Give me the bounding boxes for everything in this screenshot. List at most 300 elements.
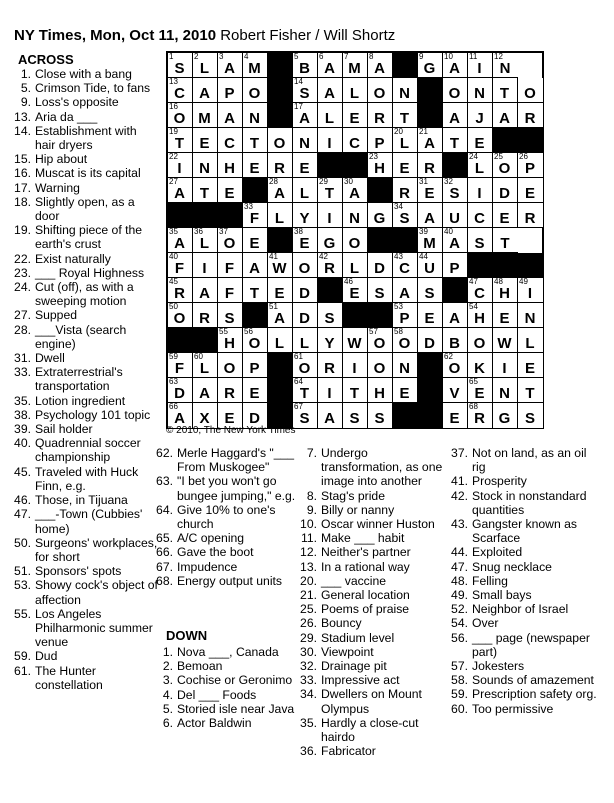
clue[interactable] <box>296 659 446 673</box>
grid-cell[interactable] <box>343 278 368 303</box>
clue[interactable] <box>10 223 158 251</box>
cell-number: 40 <box>444 227 453 236</box>
grid-cell[interactable] <box>218 128 243 153</box>
grid-cell[interactable] <box>443 378 468 403</box>
grid-cell[interactable] <box>468 378 493 403</box>
grid-cell[interactable] <box>243 203 268 228</box>
copyright-notice: © 2010, The New York Times <box>166 425 296 436</box>
grid-cell[interactable] <box>218 328 243 353</box>
grid-cell[interactable] <box>468 103 493 128</box>
grid-cell[interactable] <box>493 403 518 428</box>
grid-cell[interactable] <box>418 228 443 253</box>
clue[interactable] <box>447 545 597 559</box>
grid-cell[interactable] <box>218 228 243 253</box>
grid-cell[interactable] <box>343 353 368 378</box>
grid-cell[interactable] <box>468 203 493 228</box>
grid-cell[interactable] <box>343 253 368 278</box>
grid-cell[interactable] <box>443 178 468 203</box>
clue[interactable] <box>152 446 312 474</box>
clue[interactable] <box>152 702 312 716</box>
grid-cell[interactable] <box>393 303 418 328</box>
grid-cell[interactable] <box>343 128 368 153</box>
grid-cell[interactable] <box>218 103 243 128</box>
grid-cell[interactable] <box>518 303 543 328</box>
grid-cell[interactable] <box>418 178 443 203</box>
clue-number: 3. <box>162 673 173 688</box>
grid-cell[interactable] <box>243 253 268 278</box>
grid-cell[interactable] <box>343 53 368 78</box>
grid-cell[interactable] <box>493 203 518 228</box>
grid-cell[interactable] <box>468 328 493 353</box>
clue[interactable] <box>447 489 597 517</box>
grid-cell[interactable] <box>368 78 393 103</box>
grid-cell[interactable] <box>393 378 418 403</box>
grid-cell[interactable] <box>168 353 193 378</box>
clue[interactable] <box>152 659 312 673</box>
cell-letter: O <box>398 335 412 352</box>
clue[interactable] <box>10 365 158 393</box>
grid-cell[interactable] <box>393 178 418 203</box>
clue[interactable] <box>10 252 158 266</box>
clue[interactable] <box>152 531 312 545</box>
grid-cell[interactable] <box>268 303 293 328</box>
clue[interactable] <box>10 81 158 95</box>
grid-cell[interactable] <box>193 128 218 153</box>
clue[interactable] <box>296 517 446 531</box>
grid-cell[interactable] <box>468 403 493 428</box>
grid-cell[interactable] <box>243 278 268 303</box>
cell-letter: R <box>274 160 286 177</box>
grid-cell[interactable] <box>493 153 518 178</box>
cell-letter: H <box>499 285 511 302</box>
grid-cell[interactable] <box>293 203 318 228</box>
grid-cell[interactable] <box>493 378 518 403</box>
grid-cell[interactable] <box>293 353 318 378</box>
grid-cell[interactable] <box>318 328 343 353</box>
grid-cell[interactable] <box>393 103 418 128</box>
grid-cell[interactable] <box>418 128 443 153</box>
clue[interactable] <box>10 323 158 351</box>
grid-cell[interactable] <box>293 253 318 278</box>
clue[interactable] <box>10 408 158 422</box>
clue[interactable] <box>447 602 597 616</box>
grid-cell[interactable] <box>368 403 393 428</box>
cell-letter: U <box>424 260 436 277</box>
cell-number: 17 <box>294 102 303 111</box>
clue[interactable] <box>296 503 446 517</box>
clue[interactable] <box>296 744 446 758</box>
clue[interactable] <box>447 588 597 602</box>
clue[interactable] <box>296 673 446 687</box>
grid-cell[interactable] <box>418 278 443 303</box>
clue[interactable] <box>447 616 597 630</box>
clue[interactable] <box>10 664 158 692</box>
clue[interactable] <box>296 616 446 630</box>
puzzle-byline: Robert Fisher / Will Shortz <box>220 27 396 44</box>
grid-cell[interactable] <box>343 403 368 428</box>
clue[interactable] <box>152 503 312 531</box>
clue[interactable] <box>10 493 158 507</box>
grid-cell[interactable] <box>293 303 318 328</box>
grid-cell[interactable] <box>468 128 493 153</box>
grid-cell[interactable] <box>343 203 368 228</box>
grid-cell[interactable] <box>368 128 393 153</box>
grid-cell[interactable] <box>218 178 243 203</box>
grid-cell[interactable] <box>493 53 518 78</box>
grid-cell[interactable] <box>468 353 493 378</box>
grid-cell[interactable] <box>218 378 243 403</box>
cell-letter: D <box>374 260 386 277</box>
grid-cell[interactable] <box>318 403 343 428</box>
grid-cell[interactable] <box>168 228 193 253</box>
clue[interactable] <box>10 649 158 663</box>
clue[interactable] <box>10 436 158 464</box>
clue[interactable] <box>296 489 446 503</box>
clue[interactable] <box>10 578 158 606</box>
grid-cell[interactable] <box>268 178 293 203</box>
grid-cell[interactable] <box>243 378 268 403</box>
grid-cell[interactable] <box>168 128 193 153</box>
grid-cell[interactable] <box>443 328 468 353</box>
grid-cell[interactable] <box>393 128 418 153</box>
clue[interactable] <box>152 673 312 687</box>
grid-cell[interactable] <box>493 78 518 103</box>
grid-cell[interactable] <box>368 253 393 278</box>
grid-cell[interactable] <box>243 103 268 128</box>
grid-cell[interactable] <box>193 53 218 78</box>
grid-cell[interactable] <box>368 328 393 353</box>
grid-cell[interactable] <box>243 128 268 153</box>
cell-letter: A <box>274 310 286 327</box>
grid-cell[interactable] <box>368 278 393 303</box>
grid-cell[interactable] <box>518 353 543 378</box>
grid-cell[interactable] <box>393 203 418 228</box>
grid-cell[interactable] <box>418 53 443 78</box>
grid-cell[interactable] <box>318 78 343 103</box>
grid-cell[interactable] <box>368 153 393 178</box>
grid-cell[interactable] <box>193 78 218 103</box>
grid-cell[interactable] <box>293 178 318 203</box>
grid-cell[interactable] <box>518 178 543 203</box>
grid-cell[interactable] <box>318 303 343 328</box>
cell-letter: S <box>349 410 361 427</box>
grid-cell[interactable] <box>193 253 218 278</box>
grid-cell[interactable] <box>443 53 468 78</box>
clue[interactable] <box>447 702 597 716</box>
grid-cell[interactable] <box>218 303 243 328</box>
clue[interactable] <box>447 474 597 488</box>
grid-cell[interactable] <box>293 328 318 353</box>
clue-text: Slightly open, as a door <box>35 194 135 224</box>
clue[interactable] <box>10 394 158 408</box>
grid-cell[interactable] <box>518 153 543 178</box>
grid-cell[interactable] <box>243 53 268 78</box>
grid-cell[interactable] <box>518 403 543 428</box>
grid-cell[interactable] <box>168 153 193 178</box>
cell-letter: A <box>349 185 361 202</box>
grid-cell[interactable] <box>318 353 343 378</box>
grid-cell[interactable] <box>193 153 218 178</box>
clue[interactable] <box>152 716 312 730</box>
grid-cell[interactable] <box>318 378 343 403</box>
grid-cell[interactable] <box>418 303 443 328</box>
clue-text: Nova ___, Canada <box>177 645 279 659</box>
clue[interactable] <box>152 688 312 702</box>
grid-cell[interactable] <box>443 303 468 328</box>
grid-cell[interactable] <box>168 303 193 328</box>
clue[interactable] <box>296 631 446 645</box>
clue[interactable] <box>10 465 158 493</box>
grid-cell[interactable] <box>318 178 343 203</box>
clue[interactable] <box>10 181 158 195</box>
grid-cell[interactable] <box>468 303 493 328</box>
clue[interactable] <box>447 446 597 474</box>
clue[interactable] <box>296 545 446 559</box>
grid-cell[interactable] <box>393 278 418 303</box>
cell-number: 39 <box>419 227 428 236</box>
clue[interactable] <box>152 545 312 559</box>
grid-cell[interactable] <box>168 78 193 103</box>
clue[interactable] <box>152 645 312 659</box>
grid-cell[interactable] <box>468 228 493 253</box>
grid-cell[interactable] <box>443 253 468 278</box>
grid-cell[interactable] <box>193 228 218 253</box>
grid-cell[interactable] <box>343 178 368 203</box>
clue[interactable] <box>10 308 158 322</box>
grid-cell[interactable] <box>168 253 193 278</box>
clue[interactable] <box>296 531 446 545</box>
grid-cell[interactable] <box>343 103 368 128</box>
grid-cell[interactable] <box>218 78 243 103</box>
grid-cell[interactable] <box>168 378 193 403</box>
clue[interactable] <box>296 560 446 574</box>
grid-cell[interactable] <box>318 253 343 278</box>
grid-cell[interactable] <box>493 178 518 203</box>
grid-cell[interactable] <box>493 328 518 353</box>
grid-cell[interactable] <box>193 378 218 403</box>
grid-cell[interactable] <box>193 103 218 128</box>
grid-cell[interactable] <box>443 203 468 228</box>
grid-cell[interactable] <box>293 53 318 78</box>
cell-number: 60 <box>194 352 203 361</box>
grid-cell[interactable] <box>368 103 393 128</box>
grid-cell[interactable] <box>343 378 368 403</box>
grid-cell[interactable] <box>268 328 293 353</box>
clue[interactable] <box>447 673 597 687</box>
clue-number: 35. <box>300 715 317 730</box>
grid-cell[interactable] <box>518 378 543 403</box>
grid-cell[interactable] <box>468 278 493 303</box>
clue[interactable] <box>296 687 446 715</box>
grid-cell[interactable] <box>518 78 543 103</box>
grid-cell[interactable] <box>193 303 218 328</box>
clue[interactable] <box>296 716 446 744</box>
clue[interactable] <box>10 195 158 223</box>
grid-cell[interactable] <box>318 203 343 228</box>
grid-cell[interactable] <box>443 103 468 128</box>
grid-cell[interactable] <box>218 353 243 378</box>
grid-cell[interactable] <box>318 128 343 153</box>
clue-number: 7. <box>306 446 317 460</box>
grid-cell[interactable] <box>518 328 543 353</box>
grid-cell[interactable] <box>243 228 268 253</box>
clue[interactable] <box>296 602 446 616</box>
clue[interactable] <box>296 574 446 588</box>
grid-cell[interactable] <box>268 203 293 228</box>
grid-cell[interactable] <box>293 403 318 428</box>
grid-cell[interactable] <box>393 328 418 353</box>
grid-cell[interactable] <box>418 203 443 228</box>
clue[interactable] <box>10 152 158 166</box>
clue-number: 44. <box>451 545 468 560</box>
clue[interactable] <box>296 446 446 489</box>
grid-cell[interactable] <box>418 328 443 353</box>
grid-cell[interactable] <box>493 303 518 328</box>
grid-cell[interactable] <box>318 53 343 78</box>
grid-cell[interactable] <box>218 153 243 178</box>
clue-number: 8. <box>306 488 317 503</box>
grid-cell[interactable] <box>343 228 368 253</box>
grid-cell[interactable] <box>293 128 318 153</box>
grid-cell[interactable] <box>268 278 293 303</box>
clue[interactable] <box>447 631 597 659</box>
clue-text: Surgeons' workplaces, for short <box>35 535 158 564</box>
grid-cell[interactable] <box>393 353 418 378</box>
cell-letter: S <box>324 310 336 327</box>
grid-cell[interactable] <box>243 353 268 378</box>
grid-cell[interactable] <box>518 103 543 128</box>
cell-letter: T <box>449 135 461 152</box>
grid-cell[interactable] <box>318 228 343 253</box>
grid-cell[interactable] <box>293 78 318 103</box>
clue[interactable] <box>10 564 158 578</box>
cell-letter: T <box>399 110 411 127</box>
clue[interactable] <box>10 124 158 152</box>
grid-cell[interactable] <box>243 153 268 178</box>
grid-cell[interactable] <box>293 228 318 253</box>
clue[interactable] <box>447 517 597 545</box>
cell-letter: X <box>199 410 211 427</box>
cell-letter: A <box>499 110 511 127</box>
clue-number: 64. <box>156 502 173 517</box>
grid-cell[interactable] <box>468 78 493 103</box>
grid-cell[interactable] <box>368 378 393 403</box>
cell-letter: O <box>273 135 287 152</box>
grid-cell[interactable] <box>318 103 343 128</box>
grid-cell[interactable] <box>168 178 193 203</box>
black-square <box>393 228 418 253</box>
grid-cell[interactable] <box>493 353 518 378</box>
clue[interactable] <box>447 687 597 701</box>
grid-cell[interactable] <box>468 178 493 203</box>
grid-cell[interactable] <box>293 103 318 128</box>
cell-number: 66 <box>169 402 178 411</box>
clue-text: Stock in nonstandard quantities <box>472 488 587 517</box>
clue[interactable] <box>10 95 158 109</box>
grid-cell[interactable] <box>368 353 393 378</box>
clue[interactable] <box>10 607 158 650</box>
grid-cell[interactable] <box>443 78 468 103</box>
grid-cell[interactable] <box>168 103 193 128</box>
grid-cell[interactable] <box>393 253 418 278</box>
grid-cell[interactable] <box>268 153 293 178</box>
grid-cell[interactable] <box>418 253 443 278</box>
cell-letter: N <box>499 385 511 402</box>
grid-cell[interactable] <box>243 328 268 353</box>
grid-cell[interactable] <box>443 228 468 253</box>
clue[interactable] <box>10 422 158 436</box>
clue[interactable] <box>152 474 312 502</box>
grid-cell[interactable] <box>343 328 368 353</box>
grid-cell[interactable] <box>443 403 468 428</box>
clue[interactable] <box>10 266 158 280</box>
clue[interactable] <box>10 280 158 308</box>
grid-cell[interactable] <box>468 53 493 78</box>
grid-cell[interactable] <box>518 203 543 228</box>
grid-cell[interactable] <box>193 278 218 303</box>
clue[interactable] <box>10 67 158 81</box>
grid-cell[interactable] <box>243 78 268 103</box>
clue[interactable] <box>10 507 158 535</box>
grid-cell[interactable] <box>293 378 318 403</box>
clue[interactable] <box>10 536 158 564</box>
grid-cell[interactable] <box>468 153 493 178</box>
across-clue-list-continued <box>152 446 312 588</box>
grid-cell[interactable] <box>368 53 393 78</box>
clue[interactable] <box>447 560 597 574</box>
grid-cell[interactable] <box>168 278 193 303</box>
grid-cell[interactable] <box>193 353 218 378</box>
grid-cell[interactable] <box>493 103 518 128</box>
cell-letter: E <box>499 310 511 327</box>
clue-number: 33. <box>300 673 317 688</box>
clue[interactable] <box>296 588 446 602</box>
clue[interactable] <box>296 645 446 659</box>
grid-cell[interactable] <box>293 153 318 178</box>
grid-cell[interactable] <box>443 128 468 153</box>
grid-cell[interactable] <box>493 228 518 253</box>
grid-cell[interactable] <box>493 278 518 303</box>
clue[interactable] <box>152 574 312 588</box>
grid-cell[interactable] <box>368 203 393 228</box>
grid-cell[interactable] <box>443 353 468 378</box>
clue-number: 34. <box>300 687 317 702</box>
grid-cell[interactable] <box>393 153 418 178</box>
cell-number: 65 <box>469 377 478 386</box>
grid-cell[interactable] <box>293 278 318 303</box>
grid-cell[interactable] <box>343 78 368 103</box>
across-clue-list <box>10 67 158 692</box>
grid-cell[interactable] <box>218 253 243 278</box>
grid-cell[interactable] <box>268 253 293 278</box>
grid-cell[interactable] <box>268 128 293 153</box>
grid-cell[interactable] <box>168 53 193 78</box>
grid-cell[interactable] <box>418 153 443 178</box>
clue[interactable] <box>447 659 597 673</box>
clue-text: Undergo transformation, as one image into another <box>321 446 443 489</box>
clue[interactable] <box>10 110 158 124</box>
clue[interactable] <box>10 351 158 365</box>
grid-cell[interactable] <box>518 278 543 303</box>
grid-cell[interactable] <box>218 53 243 78</box>
clue[interactable] <box>152 560 312 574</box>
clue[interactable] <box>10 166 158 180</box>
grid-cell[interactable] <box>393 78 418 103</box>
cell-number: 59 <box>169 352 178 361</box>
grid-cell[interactable] <box>193 178 218 203</box>
clue[interactable] <box>447 574 597 588</box>
grid-cell[interactable] <box>218 278 243 303</box>
